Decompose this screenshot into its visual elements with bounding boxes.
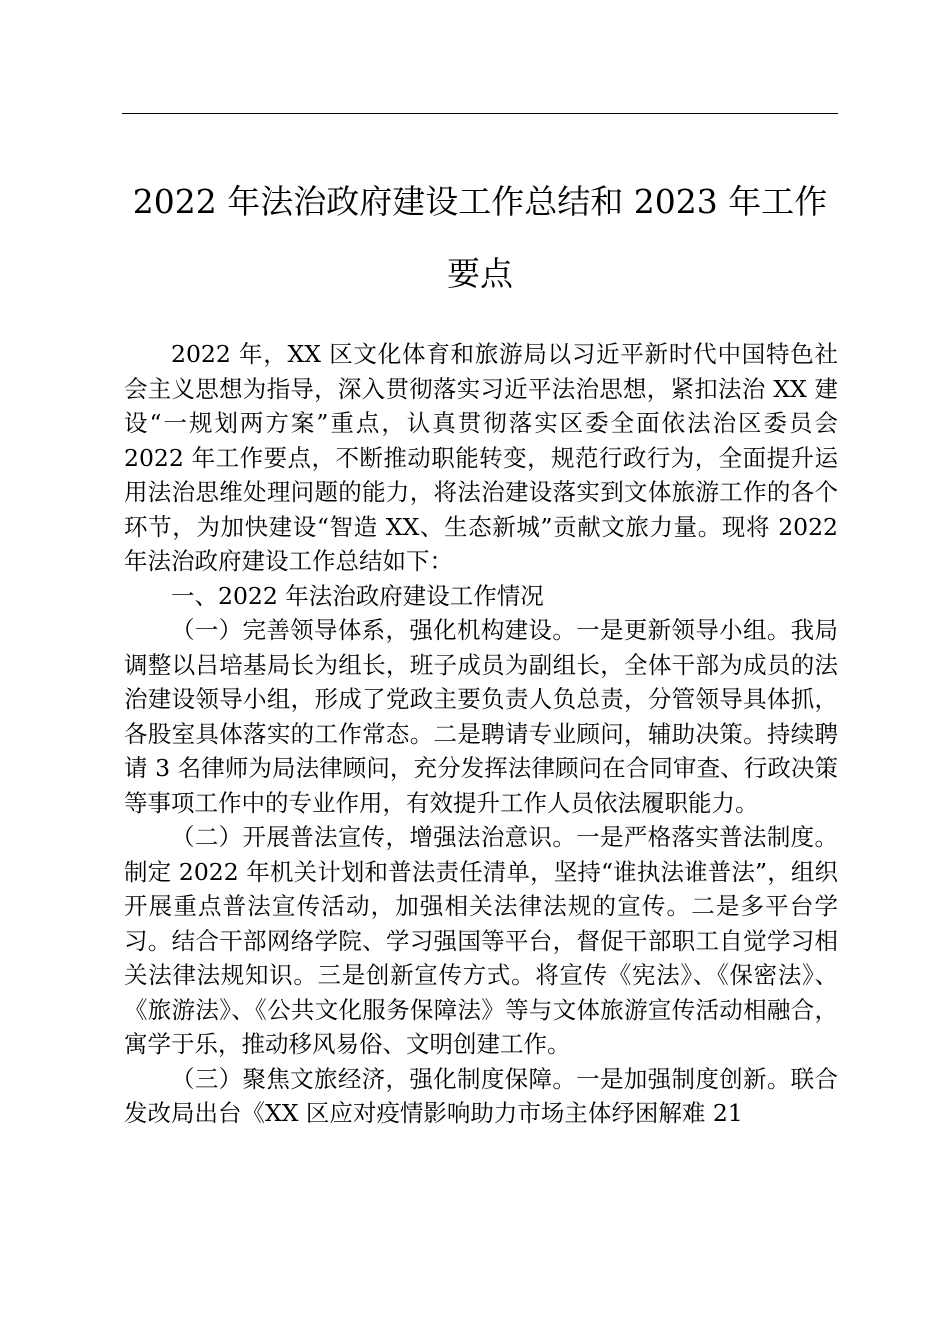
paragraph-item-1: （一）完善领导体系，强化机构建设。一是更新领导小组。我局调整以吕培基局长为组长，班子成员为副组长，全体干部为成员的法治建设领导小组，形成了党政主要负责人负总责，分管领导具体抓，各股室具体落实的工作常态。二是聘请专业顾问，辅助决策。持续聘请 3 名律师为局法律顾问，充分发挥法律顾问在合同审查、行政决策等事项工作中的专业作用，有效提升工作人员依法履职能力。 (124, 616, 838, 817)
paragraph-item-2: （二）开展普法宣传，增强法治意识。一是严格落实普法制度。制定 2022 年机关计划和普法责任清单，坚持“谁执法谁普法”，组织开展重点普法宣传活动，加强相关法律法规的宣传。二是多平台学习。结合干部网络学院、学习强国等平台，督促干部职工自觉学习相关法律法规知识。三是创新宣传方式。将宣传《宪法》、《保密法》、《旅游法》、《公共文化服务保障法》等与文体旅游宣传活动相融合，寓学于乐，推动移风易俗、文明创建工作。 (124, 823, 838, 1058)
document-title (122, 166, 838, 310)
paragraph-item-3: （三）聚焦文旅经济，强化制度保障。一是加强制度创新。联合发改局出台《XX 区应对疫情影响助力市场主体纾困解难 21 (124, 1064, 838, 1127)
header-rule (122, 113, 838, 114)
section-heading-1: 一、2022 年法治政府建设工作情况 (171, 581, 544, 610)
title-line-2: 要点 (447, 254, 513, 293)
title-line-1: 2022 年法治政府建设工作总结和 2023 年工作 (132, 182, 828, 221)
paragraph-intro: 2022 年，XX 区文化体育和旅游局以习近平新时代中国特色社会主义思想为指导，深入贯彻落实习近平法治思想，紧扣法治 XX 建设“一规划两方案”重点，认真贯彻落实区委全面依法治区委员会 2022 年工作要点，不断推动职能转变，规范行政行为，全面提升运用法治思维处理问题的能力，将法治建设落实到文体旅游工作的各个环节，为加快建设“智造 XX、生态新城”贡献文旅力量。现将 2022 年法治政府建设工作总结如下： (124, 340, 838, 575)
document-body (124, 337, 838, 1131)
